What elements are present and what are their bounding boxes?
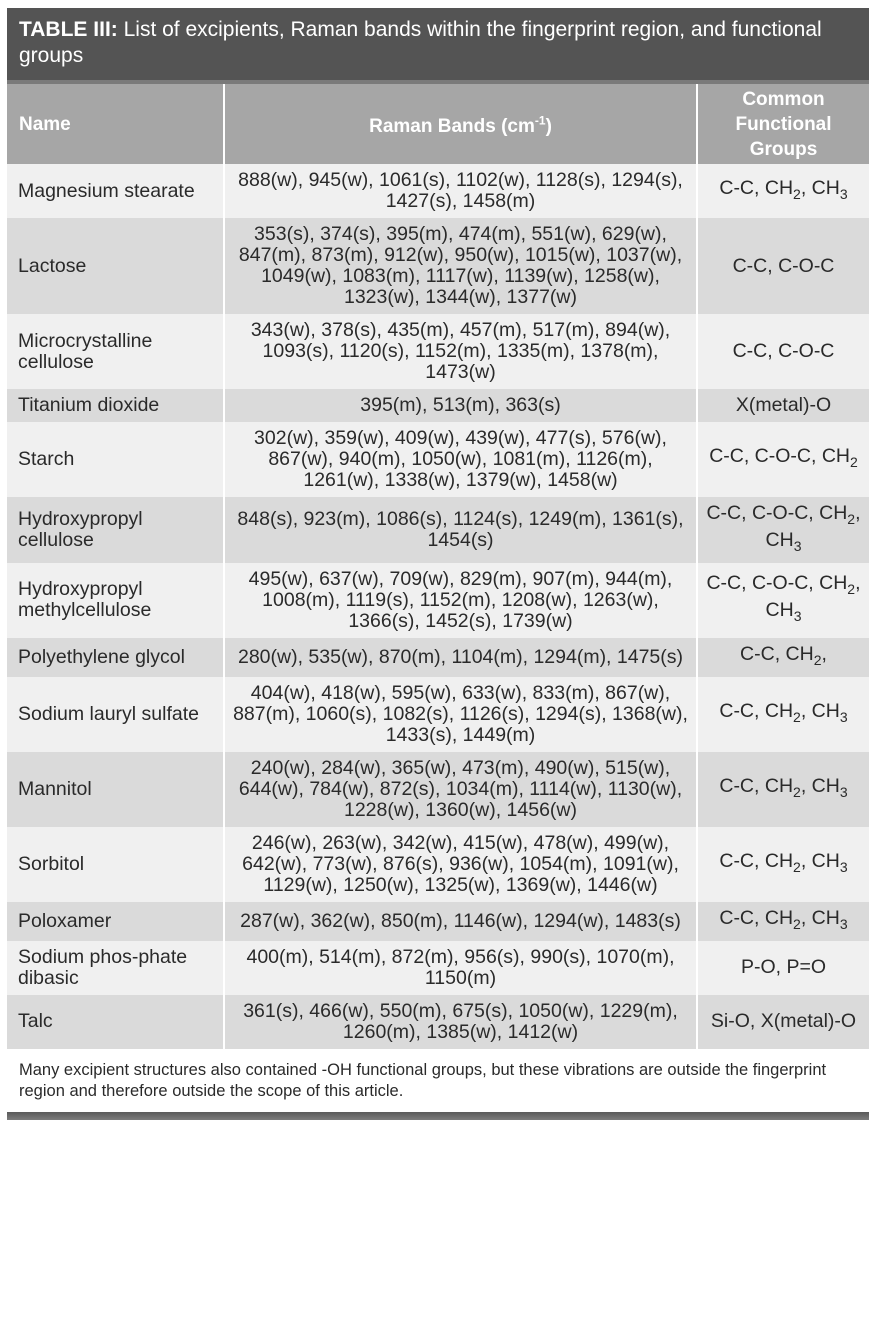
raman-bands: 240(w), 284(w), 365(w), 473(m), 490(w), 515(w), 644(w), 784(w), 872(s), 1034(m), 1114(w), 1130(w), 1228(w), 1360(w), 1456(w) <box>224 752 697 827</box>
raman-bands: 343(w), 378(s), 435(m), 457(m), 517(m), 894(w), 1093(s), 1120(s), 1152(m), 1335(m), 1378(m), 1473(w) <box>224 314 697 389</box>
excipient-name: Sodium lauryl sulfate <box>7 677 224 752</box>
raman-bands: 280(w), 535(w), 870(m), 1104(m), 1294(m), 1475(s) <box>224 638 697 677</box>
bottom-rule <box>7 1112 869 1120</box>
raman-bands: 404(w), 418(w), 595(w), 633(w), 833(m), 867(w), 887(m), 1060(s), 1082(s), 1126(s), 1294(s), 1368(w), 1433(s), 1449(m) <box>224 677 697 752</box>
excipient-name: Mannitol <box>7 752 224 827</box>
table-row <box>7 995 869 1049</box>
excipient-name: Lactose <box>7 218 224 314</box>
raman-bands: 495(w), 637(w), 709(w), 829(m), 907(m), 944(m), 1008(m), 1119(s), 1152(m), 1208(w), 1263(w), 1366(s), 1452(s), 1739(w) <box>224 563 697 638</box>
table-row <box>7 389 869 422</box>
table-row <box>7 677 869 752</box>
table-row <box>7 218 869 314</box>
raman-bands: 246(w), 263(w), 342(w), 415(w), 478(w), 499(w), 642(w), 773(w), 876(s), 936(w), 1054(m), 1091(w), 1129(w), 1250(w), 1325(w), 1369(w), 1446(w) <box>224 827 697 902</box>
raman-bands: 395(m), 513(m), 363(s) <box>224 389 697 422</box>
table-title <box>7 8 869 84</box>
excipient-name: Sorbitol <box>7 827 224 902</box>
functional-groups: C-C, $CH_2$, $CH_3$ <box>697 164 869 218</box>
functional-groups: C-C, $CH_2$, <box>697 638 869 677</box>
table-number: TABLE III: <box>19 18 118 41</box>
table-caption: List of excipients, Raman bands within the fingerprint region, and functional groups <box>19 18 822 67</box>
raman-bands: 302(w), 359(w), 409(w), 439(w), 477(s), 576(w), 867(w), 940(m), 1050(w), 1081(m), 1126(m), 1261(w), 1338(w), 1379(w), 1458(w) <box>224 422 697 497</box>
excipient-name: Poloxamer <box>7 902 224 941</box>
table-row <box>7 164 869 218</box>
header-name: Name <box>7 84 224 164</box>
raman-bands: 361(s), 466(w), 550(m), 675(s), 1050(w), 1229(m), 1260(m), 1385(w), 1412(w) <box>224 995 697 1049</box>
table-row <box>7 314 869 389</box>
functional-groups: P-O, P=O <box>697 941 869 995</box>
functional-groups: C-C, C-O-C, $CH_2$ <box>697 422 869 497</box>
footnote: Many excipient structures also contained -OH functional groups, but these vibrations are outside the fingerprint region and therefore outside the scope of this article. <box>7 1049 869 1112</box>
excipient-name: Hydroxypropyl methylcellulose <box>7 563 224 638</box>
functional-groups: C-C, $CH_2$, $CH_3$ <box>697 677 869 752</box>
functional-groups: X(metal)-O <box>697 389 869 422</box>
raman-bands: 287(w), 362(w), 850(m), 1146(w), 1294(w), 1483(s) <box>224 902 697 941</box>
raman-bands: 400(m), 514(m), 872(m), 956(s), 990(s), 1070(m), 1150(m) <box>224 941 697 995</box>
header-functional-groups: Common Functional Groups <box>697 84 869 164</box>
table-row <box>7 563 869 638</box>
functional-groups: C-C, C-O-C <box>697 218 869 314</box>
table-row <box>7 752 869 827</box>
header-raman-bands <box>224 84 697 164</box>
table-row <box>7 827 869 902</box>
header-row <box>7 84 869 164</box>
excipient-name: Microcrystalline cellulose <box>7 314 224 389</box>
excipient-name: Talc <box>7 995 224 1049</box>
table-row <box>7 497 869 563</box>
functional-groups: C-C, $CH_2$, $CH_3$ <box>697 752 869 827</box>
table-figure <box>7 8 869 1120</box>
functional-groups: C-C, C-O-C, $CH_2$, $CH_3$ <box>697 497 869 563</box>
table-row <box>7 941 869 995</box>
excipient-name: Starch <box>7 422 224 497</box>
excipient-name: Polyethylene glycol <box>7 638 224 677</box>
raman-bands: 848(s), 923(m), 1086(s), 1124(s), 1249(m), 1361(s), 1454(s) <box>224 497 697 563</box>
header-raman-bands-label: Raman Bands $(cm^{-1})$ <box>369 113 552 138</box>
functional-groups: Si-O, X(metal)-O <box>697 995 869 1049</box>
excipient-name: Sodium phos-phate dibasic <box>7 941 224 995</box>
functional-groups: C-C, C-O-C <box>697 314 869 389</box>
functional-groups: C-C, $CH_2$, $CH_3$ <box>697 902 869 941</box>
excipient-name: Hydroxypropyl cellulose <box>7 497 224 563</box>
table-row <box>7 422 869 497</box>
excipient-name: Magnesium stearate <box>7 164 224 218</box>
table-row <box>7 638 869 677</box>
table-row <box>7 902 869 941</box>
functional-groups: C-C, $CH_2$, $CH_3$ <box>697 827 869 902</box>
raman-bands: 888(w), 945(w), 1061(s), 1102(w), 1128(s), 1294(s), 1427(s), 1458(m) <box>224 164 697 218</box>
functional-groups: C-C, C-O-C, $CH_2$, $CH_3$ <box>697 563 869 638</box>
raman-bands: 353(s), 374(s), 395(m), 474(m), 551(w), 629(w), 847(m), 873(m), 912(w), 950(w), 1015(w), 1037(w), 1049(w), 1083(m), 1117(w), 1139(w), 1258(w), 1323(w), 1344(w), 1377(w) <box>224 218 697 314</box>
excipients-table <box>7 84 869 1049</box>
excipient-name: Titanium dioxide <box>7 389 224 422</box>
